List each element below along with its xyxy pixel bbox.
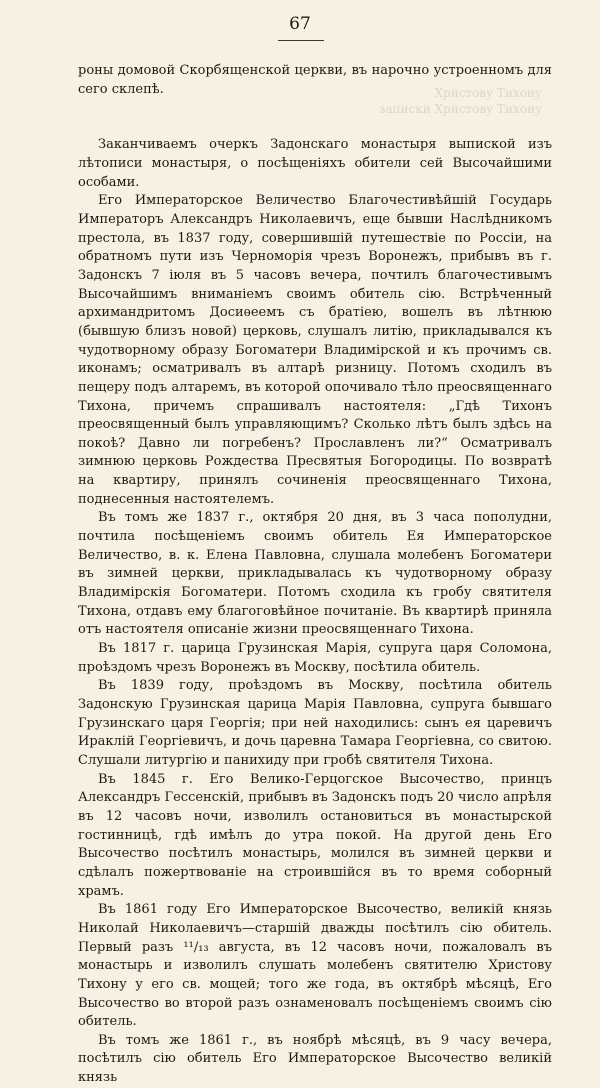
- page-number-rule: [278, 40, 324, 41]
- paragraph-1861-nikolai: Въ 1861 году Его Императорское Высочество, великій князь Николай Николаевичъ—старшій дважды посѣтилъ сію обитель. Первый разъ ¹¹/₁₃ августа, въ 12 часовъ ночи, пожаловалъ въ монастырь и изволилъ слушать молебенъ святителю Христову Тихону у его св. мощей; того же года, въ октябрѣ мѣсяцѣ, Его Высочество во второй разъ ознаменовалъ посѣщеніемъ своимъ сію обитель.: [78, 902, 552, 1030]
- page-text: [78, 62, 552, 1088]
- paragraph-1817-maria: Въ 1817 г. царица Грузинская Марія, супруга царя Соломона, проѣздомъ чрезъ Воронежъ въ Москву, посѣтила обитель.: [78, 641, 552, 675]
- paragraph-1845-alexander: Въ 1845 г. Его Велико-Герцогское Высочество, принцъ Александръ Гессенскій, прибывъ въ Задонскъ подъ 20 число апрѣля въ 12 часовъ ночи, изволилъ остановиться въ монастырской гостинницѣ, гдѣ имѣлъ до утра покой. На другой день Его Высочество посѣтилъ монастырь, молился въ зимней церкви и сдѣлалъ пожертвованіе на строившійся въ то время соборный храмъ.: [78, 771, 552, 899]
- paragraph-intro: Заканчиваемъ очеркъ Задонскаго монастыря выпиской изъ лѣтописи монастыря, о посѣщеніяхъ обители сей Высочайшими особами.: [78, 137, 552, 190]
- paragraph-1861-november: Въ томъ же 1861 г., въ ноябрѣ мѣсяцѣ, въ 9 часу вечера, посѣтилъ сію обитель Его Императорское Высочество великій князь: [78, 1032, 552, 1086]
- paragraph-1839-maria: Въ 1839 году, проѣздомъ въ Москву, посѣтила обитель Задонскую Грузинская царица Марія Павловна, супруга бывшаго Грузинскаго царя Георгія; при ней находились: сынъ ея царевичъ Ираклій Георгіевичъ, и дочь царевна Тамара Георгіевна, со свитою. Слушали литургію и панихиду при гробѣ святителя Тихона.: [78, 678, 552, 768]
- paragraph-continued: роны домовой Скорбященской церкви, въ нарочно устроенномъ для сего склепѣ.: [78, 63, 552, 97]
- paragraph-1837-alexander: Его Императорское Величество Благочестивѣйшій Государь Императоръ Александръ Николаевичъ, еще бывши Наслѣдникомъ престола, въ 1837 году, совершившій путешествіе по Россіи, на обратномъ пути изъ Черноморія чрезъ Воронежъ, прибывъ въ г. Задонскъ 7 іюля въ 5 часовъ вечера, почтилъ благочестивымъ Высочайшимъ вниманіемъ своимъ обитель сію. Встрѣченный архимандритомъ Досиѳеемъ съ братіею, вошелъ въ лѣтнюю (бывшую близъ новой) церковь, слушалъ литію, прикладывался къ чудотворному образу Богоматери Владимірской и къ прочимъ св. иконамъ; осматривалъ въ алтарѣ ризницу. Потомъ сходилъ въ пещеру подъ алтаремъ, въ которой опочивало тѣло преосвященнаго Тихона, причемъ спрашивалъ настоятеля: „Гдѣ Тихонъ преосвященный былъ управляющимъ? Сколько лѣтъ былъ здѣсь на покоѣ? Давно ли погребенъ? Прославленъ ли?“ Осматривалъ зимнюю церковь Рождества Пресвятыя Богородицы. По возвратѣ на квартиру, принялъ сочиненія преосвященнаго Тихона, поднесенныя настоятелемъ.: [78, 193, 552, 507]
- bleedthrough-text: записки Христову Тихону: [378, 102, 542, 116]
- bleedthrough-text: Христову Тихону: [434, 86, 542, 100]
- paragraph-1837-elena: Въ томъ же 1837 г., октября 20 дня, въ 3 часа пополудни, почтила посѣщеніемъ своимъ обитель Ея Императорское Величество, в. к. Елена Павловна, слушала молебенъ Богоматери въ зимней церкви, прикладывалась къ чудотворному образу Владимірскія Богоматери. Потомъ сходила къ гробу святителя Тихона, отдавъ ему благоговѣйное почитаніе. Въ квартирѣ приняла отъ настоятеля описаніе жизни преосвященнаго Тихона.: [78, 510, 552, 638]
- page-number: 67: [289, 14, 311, 34]
